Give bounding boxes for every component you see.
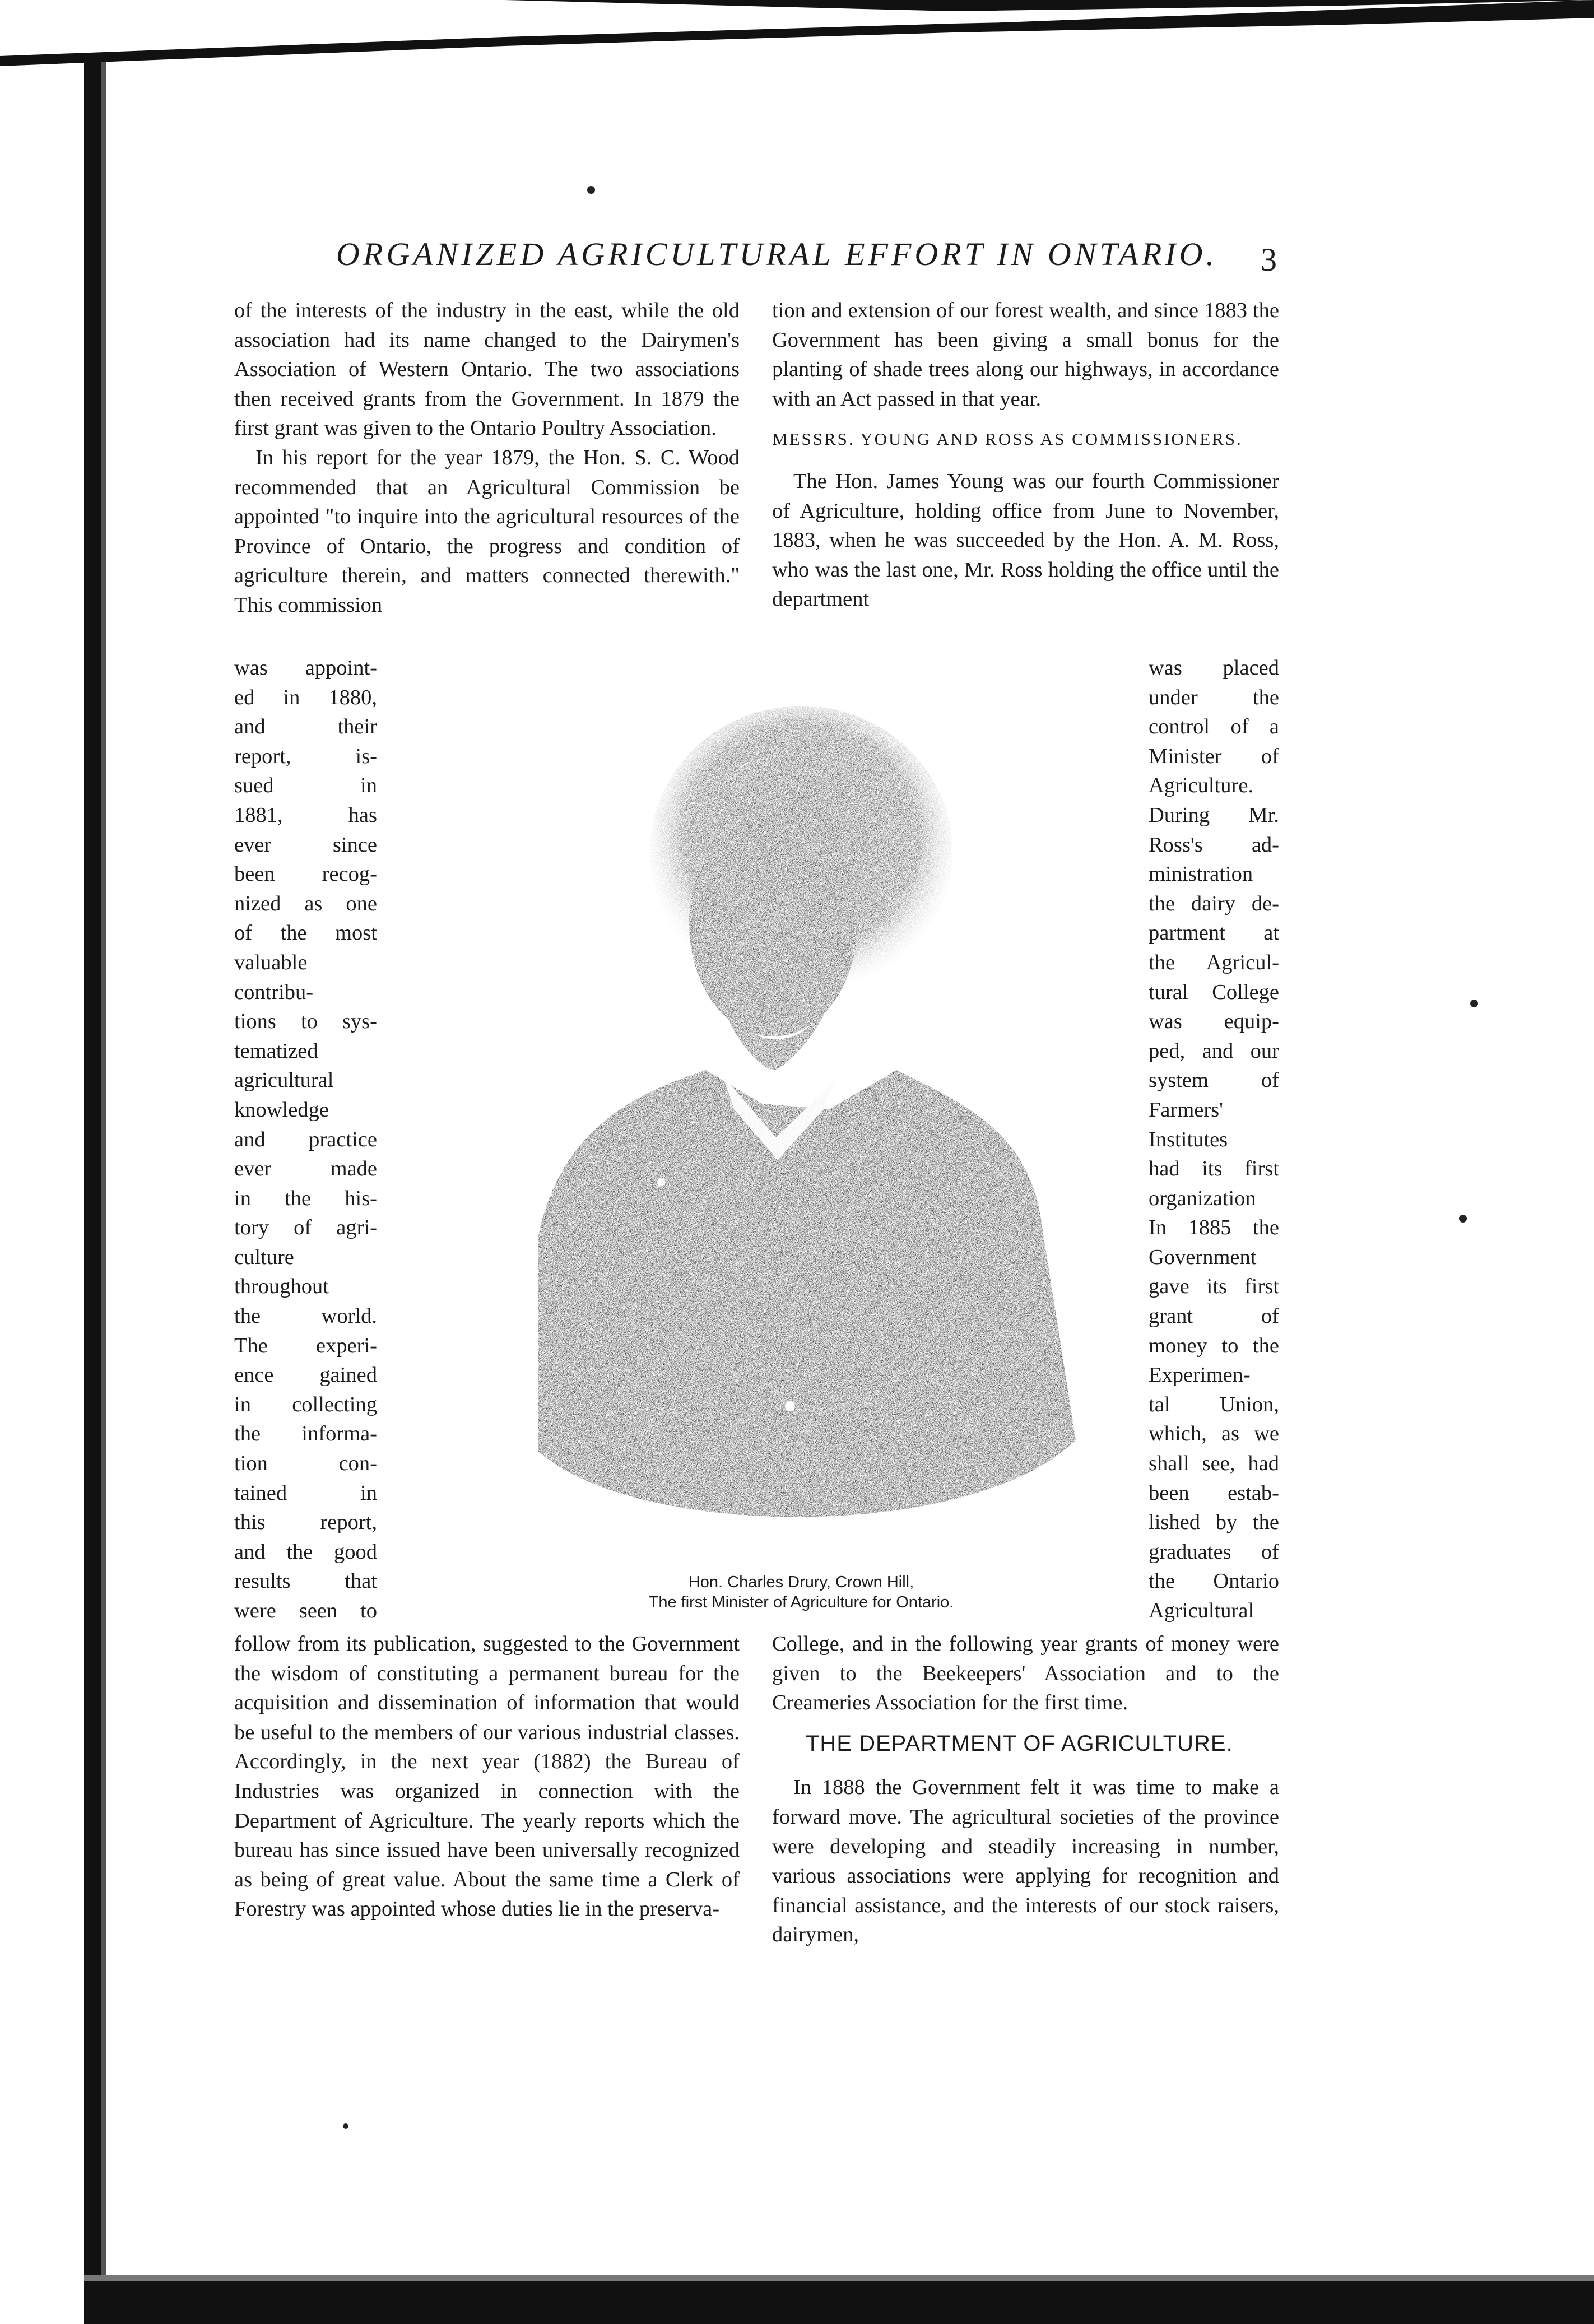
- wrap-line: money to the: [1149, 1333, 1279, 1358]
- wrap-line: contribu-: [234, 980, 314, 1004]
- wrap-line: Experimen-: [1149, 1363, 1251, 1387]
- page-number: 3: [1261, 241, 1277, 278]
- wrap-line: results that: [234, 1569, 377, 1593]
- wrap-line: sued in: [234, 774, 377, 798]
- paragraph: In 1888 the Government felt it was time to make a forward move. The agricultural societies of the province were developing and steadily increasing in number, various associations were applying for recognition and financial assistance, and the interests of our stock raisers, dairymen,: [772, 1775, 1279, 1947]
- paragraph: College, and in the following year grants of money were given to the Beekeepers' Association and to the Creameries Association for the first time.: [772, 1632, 1279, 1715]
- wrap-line: The experi-: [234, 1333, 377, 1358]
- wrap-line: tion con-: [234, 1452, 377, 1476]
- wrap-line: In 1885 the: [1149, 1216, 1279, 1240]
- wrap-line: of the most: [234, 921, 377, 945]
- wrap-line: tained in: [234, 1481, 377, 1505]
- wrap-line: under the: [1149, 685, 1279, 709]
- wrap-line: Government: [1149, 1245, 1257, 1269]
- right-wrap-column: [1149, 653, 1279, 1626]
- wrap-line: culture: [234, 1245, 294, 1269]
- wrap-line: this report,: [234, 1510, 377, 1535]
- wrap-line: partment at: [1149, 921, 1279, 945]
- wrap-line: nized as one: [234, 891, 377, 915]
- wrap-line: had its first: [1149, 1157, 1279, 1181]
- wrap-line: organization: [1149, 1186, 1256, 1210]
- wrap-line: Ross's ad-: [1149, 833, 1279, 857]
- wrap-line: tory of agri-: [234, 1216, 377, 1240]
- wrap-line: been recog-: [234, 862, 377, 886]
- wrap-line: been estab-: [1149, 1481, 1279, 1505]
- scan-edge-left: [84, 62, 106, 2280]
- section-subheading: MESSRS. YOUNG AND ROSS AS COMMISSIONERS.: [772, 429, 1243, 449]
- wrap-line: tal Union,: [1149, 1392, 1279, 1416]
- wrap-line: During Mr.: [1149, 803, 1279, 827]
- wrap-line: ed in 1880,: [234, 685, 377, 709]
- coat: [538, 1070, 1076, 1517]
- wrap-line: Institutes: [1149, 1127, 1228, 1151]
- wrap-line: grant of: [1149, 1304, 1279, 1328]
- wrap-line: and the good: [234, 1540, 377, 1564]
- wrap-line: Agricultural: [1149, 1599, 1254, 1623]
- dust-speck: [1470, 1000, 1478, 1007]
- scan-edge-bottom: [84, 2275, 1594, 2324]
- wrap-line: in collecting: [234, 1392, 377, 1416]
- wrap-line: ministration: [1149, 862, 1253, 886]
- dust-speck: [1459, 1215, 1467, 1223]
- wrap-line: in the his-: [234, 1186, 377, 1210]
- caption-role: The first Minister of Agriculture for Ontario.: [648, 1593, 954, 1611]
- wrap-line: the informa-: [234, 1422, 377, 1446]
- wrap-line: Minister of: [1149, 744, 1279, 768]
- wrap-line: gave its first: [1149, 1275, 1279, 1299]
- left-wrap-column: [234, 653, 377, 1626]
- dust-speck: [587, 186, 595, 194]
- wrap-line: graduates of: [1149, 1540, 1279, 1564]
- paragraph: follow from its publication, suggested to the Government the wisdom of constituting a permanent bureau for the acquisition and dissemination of information that would be useful to the members of our various industrial classes. Accordingly, in the next year (1882) the Bureau of Industries was organized in connection with the Department of Agriculture. The yearly reports which the bureau has since issued have been universally recognized as being of great value. About the same time a Clerk of Forestry was appointed whose duties lie in the preserva-: [234, 1632, 740, 1921]
- wrap-line: system of: [1149, 1068, 1279, 1093]
- paragraph: of the interests of the industry in the east, while the old association had its name changed to the Dairymen's Association of Western Ontario. The two associations then received grants from the Government. In 1879 the first grant was given to the Ontario Poultry Association.: [234, 299, 740, 440]
- wrap-line: were seen to: [234, 1599, 377, 1623]
- section-heading: THE DEPARTMENT OF AGRICULTURE.: [806, 1731, 1233, 1756]
- right-column-bottom: [772, 1629, 1279, 1950]
- wrap-line: Farmers': [1149, 1098, 1224, 1122]
- wrap-line: 1881, has: [234, 803, 377, 827]
- running-title: ORGANIZED AGRICULTURAL EFFORT IN ONTARIO.: [336, 236, 1217, 272]
- wrap-line: and practice: [234, 1127, 377, 1151]
- wrap-line: the Agricul-: [1149, 950, 1279, 974]
- face: [689, 812, 857, 1036]
- coat-button: [657, 1178, 665, 1186]
- wrap-line: was equip-: [1149, 1010, 1279, 1034]
- paragraph: The Hon. James Young was our fourth Commissioner of Agriculture, holding office from June to November, 1883, when he was succeeded by the Hon. A. M. Ross, who was the last one, Mr. Ross holding the office until the department: [772, 469, 1279, 611]
- portrait-engraving: [471, 667, 1121, 1574]
- wrap-line: and their: [234, 715, 377, 739]
- wrap-line: the world.: [234, 1304, 377, 1328]
- wrap-line: knowledge: [234, 1098, 329, 1122]
- wrap-line: was appoint-: [234, 656, 377, 680]
- scan-edge-top: [0, 0, 1594, 66]
- wrap-line: lished by the: [1149, 1510, 1279, 1535]
- wrap-line: ped, and our: [1149, 1039, 1279, 1063]
- wrap-line: which, as we: [1149, 1422, 1279, 1446]
- wrap-line: tural College: [1149, 980, 1279, 1004]
- paragraph: tion and extension of our forest wealth, and since 1883 the Government has been giving a small bonus for the planting of shade trees along our highways, in accordance with an Act passed in that year.: [772, 299, 1279, 411]
- dust-speck: [343, 2123, 348, 2129]
- portrait-caption: [482, 1572, 1121, 1612]
- wrap-line: control of a: [1149, 715, 1279, 739]
- left-column-bottom: [234, 1629, 740, 1924]
- wrap-line: Agriculture.: [1149, 774, 1254, 798]
- wrap-line: agricultural: [234, 1068, 334, 1093]
- wrap-line: ever made: [234, 1157, 377, 1181]
- right-column-top: [772, 296, 1279, 614]
- coat-button: [785, 1401, 795, 1411]
- wrap-line: was placed: [1149, 656, 1279, 680]
- wrap-line: tions to sys-: [234, 1010, 377, 1034]
- wrap-line: tematized: [234, 1039, 318, 1063]
- paragraph: In his report for the year 1879, the Hon. S. C. Wood recommended that an Agricultural Commission be appointed "to inquire into the agricultural resources of the Province of Ontario, the progress and condition of agriculture therein, and matters connected therewith." This commission: [234, 445, 740, 617]
- caption-name: Hon. Charles Drury, Crown Hill,: [688, 1573, 914, 1591]
- wrap-line: shall see, had: [1149, 1452, 1279, 1476]
- wrap-line: the Ontario: [1149, 1569, 1279, 1593]
- wrap-line: valuable: [234, 950, 308, 974]
- wrap-line: throughout: [234, 1275, 329, 1299]
- left-column-top: [234, 296, 740, 620]
- wrap-line: ence gained: [234, 1363, 377, 1387]
- wrap-line: ever since: [234, 833, 377, 857]
- wrap-line: the dairy de-: [1149, 891, 1279, 915]
- wrap-line: report, is-: [234, 744, 377, 768]
